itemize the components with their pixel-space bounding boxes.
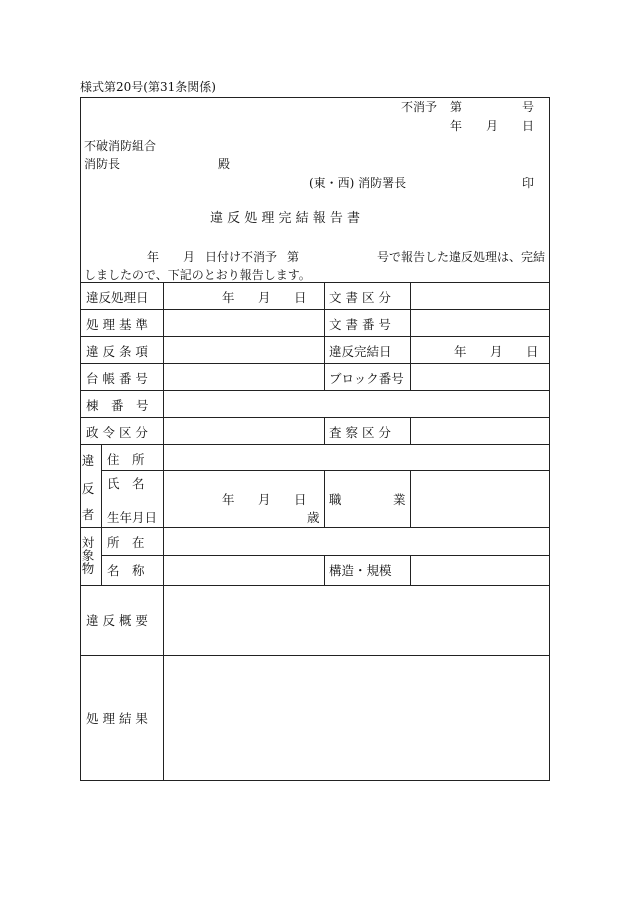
vd-month: 月 <box>258 290 271 305</box>
divider <box>324 309 325 390</box>
occupation-label-a: 職 <box>329 492 342 507</box>
header-month: 月 <box>486 119 499 133</box>
building-label: 棟 番 号 <box>86 398 149 413</box>
divider <box>324 470 325 527</box>
location-label: 所 在 <box>107 535 145 550</box>
intro-line2: しましたので、下記のとおり報告します。 <box>84 268 311 282</box>
cd-day: 日 <box>526 344 539 359</box>
occupation-label-b: 業 <box>393 492 406 507</box>
intro-dai: 第 <box>287 250 300 264</box>
object-group-2: 象 <box>81 548 95 563</box>
permit-prefix: 不消予 <box>401 100 438 114</box>
ledger-label: 台 帳 番 号 <box>86 371 148 386</box>
intro-report: 号で報告した違反処理は、完結 <box>377 250 546 264</box>
intro-month: 月 <box>183 250 196 264</box>
cd-year: 年 <box>454 344 467 359</box>
birthdate-label: 生年月日 <box>107 510 158 525</box>
age-label: 歳 <box>307 510 320 525</box>
divider <box>81 390 549 391</box>
violator-group-1: 違 <box>81 453 95 468</box>
divider <box>324 555 325 585</box>
divider <box>101 470 549 471</box>
divider <box>410 470 411 527</box>
divider <box>324 417 325 444</box>
vd-day: 日 <box>294 290 307 305</box>
divider <box>81 585 549 586</box>
completion-date-label: 違反完結日 <box>329 344 392 359</box>
divider <box>81 527 549 528</box>
permit-go: 号 <box>522 100 535 114</box>
divider <box>101 527 102 585</box>
basis-label: 処 理 基 準 <box>86 317 148 332</box>
object-name-label: 名 称 <box>107 563 145 578</box>
divider <box>81 444 549 445</box>
divider <box>81 282 549 283</box>
result-label: 処 理 結 果 <box>86 711 148 726</box>
divider <box>101 555 549 556</box>
divider <box>81 363 549 364</box>
divider <box>81 417 549 418</box>
article-label: 違 反 条 項 <box>86 344 148 359</box>
divider <box>410 282 411 309</box>
doc-class-label: 文 書 区 分 <box>329 290 391 305</box>
vd-year: 年 <box>222 290 235 305</box>
divider <box>410 417 411 444</box>
intro-date-ref: 日付け不消予 <box>205 250 278 264</box>
bd-month: 月 <box>258 492 271 507</box>
seal-mark: 印 <box>522 176 535 190</box>
addressee-title: 消防長 <box>84 157 121 171</box>
addressee-org: 不破消防組合 <box>84 139 157 153</box>
bd-year: 年 <box>222 492 235 507</box>
ordinance-label: 政 令 区 分 <box>86 425 148 440</box>
object-group-3: 物 <box>81 561 95 576</box>
object-group-1: 対 <box>81 535 95 550</box>
inspection-label: 査 察 区 分 <box>329 425 391 440</box>
divider <box>81 336 549 337</box>
sender: (東・西) 消防署長 <box>309 176 407 190</box>
divider <box>324 282 325 309</box>
block-label: ブロック番号 <box>329 371 404 386</box>
header-day: 日 <box>522 119 535 133</box>
divider <box>410 309 411 390</box>
header-year: 年 <box>450 119 463 133</box>
honorific: 殿 <box>218 157 231 171</box>
violator-group-3: 者 <box>81 507 95 522</box>
summary-label: 違 反 概 要 <box>86 613 148 628</box>
structure-label: 構造・規模 <box>329 563 392 578</box>
violator-group-2: 反 <box>81 481 95 496</box>
divider <box>81 309 549 310</box>
doc-number-label: 文 書 番 号 <box>329 317 391 332</box>
permit-dai: 第 <box>450 100 463 114</box>
divider <box>163 282 164 780</box>
report-form <box>80 97 550 781</box>
name-label: 氏 名 <box>107 476 145 491</box>
intro-year: 年 <box>147 250 160 264</box>
form-caption: 様式第20号(第31条関係) <box>80 80 216 94</box>
divider <box>410 555 411 585</box>
page-title: 違 反 処 理 完 結 報 告 書 <box>210 211 361 226</box>
divider <box>81 655 549 656</box>
violation-date-label: 違反処理日 <box>86 290 149 305</box>
divider <box>101 444 102 527</box>
cd-month: 月 <box>490 344 503 359</box>
bd-day: 日 <box>294 492 307 507</box>
address-label: 住 所 <box>107 452 145 467</box>
